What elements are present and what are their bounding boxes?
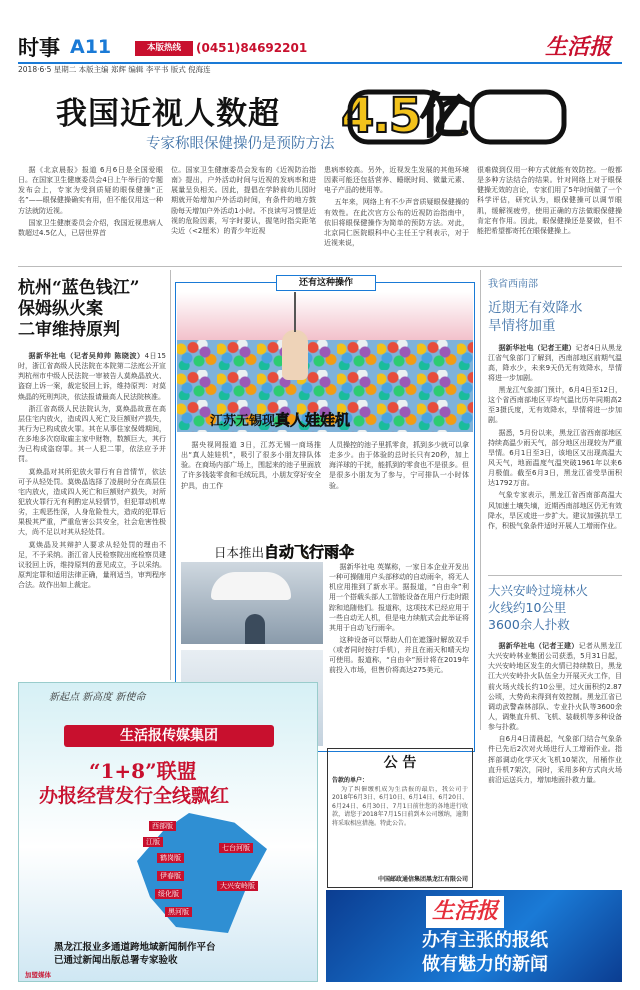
lead-paragraph: 位。国家卫生健康委员会发布的《近视防治指南》提出，户外活动时间与近视的发病率和进展量呈负相关。因此，提倡在学龄前幼儿园时期就开始增加户外活动时间，有条件的地方鼓励每天增加户外活动1小时。不良读写习惯是近视的危险因素，写字时要认，握笔时指尖距笔尖近（<2厘米）的青少年近视	[171, 166, 316, 235]
lead-paragraph: 国家卫生健康委员会介绍，我国近视患病人数超过4.5亿人，已居世界首	[18, 218, 163, 237]
brand-logo: 生活报	[545, 34, 612, 60]
fire-title	[488, 582, 622, 633]
lead-headline	[56, 86, 616, 146]
city-label: 西部版	[149, 821, 176, 831]
feature-banner: 还有这种操作	[276, 275, 376, 291]
child-figure	[282, 330, 308, 380]
hotline-number: (0451)84692201	[196, 41, 308, 55]
story-paragraph	[18, 351, 166, 402]
city-label: 七台河版	[219, 843, 253, 853]
story-paragraph: 黑龙江气象部门预计，6月4日至12日，这个省西南部地区平均气温比历年同期高2至3摄氏度，无有效降水，旱情将进一步加剧。	[488, 386, 622, 425]
ad-headline: 办报经营发行全线飘红	[39, 785, 230, 807]
ad-city-labels	[146, 821, 289, 941]
lead-column-4	[477, 165, 622, 260]
ad-line-2: 做有魅力的新闻	[422, 954, 548, 975]
ad-slogan: 新起点 新高度 新使命	[49, 692, 146, 703]
lead-paragraph: 患病率较高。另外，近视发生发展的其他环境因素可能还包括营养、睡眠时间、微量元素、电子产品的使用等。	[324, 166, 469, 195]
divider	[480, 270, 481, 730]
section-name: 时事	[18, 35, 60, 60]
byline: 据新华社电（记者王建）	[498, 642, 579, 650]
title-line: 二审维持原判	[18, 320, 120, 340]
notice-box	[327, 748, 473, 888]
notice-org: 中国邮政通信集团黑龙江有限公司	[377, 875, 468, 883]
notice-label: 告款的单户：	[332, 777, 369, 785]
story-paragraph: 这种设备可以帮助人们在遮篷时解放双手（或者同时按打手机），并且在雨天和晴天均可使用。报道称，“自由伞”预计将在2019年前投入市场，但售价将高达275美元。	[329, 635, 469, 675]
story1-col1: 据央视网报道 3日，江苏无锡一商场推出“真人娃娃机”，吸引了很多小朋友排队体验。在商场内部广场上，围起来的池子里面放了许多钱装零食和毛绒玩具，小朋友穿好安全护具，由工作	[181, 441, 321, 490]
title-part: 日本推出	[214, 545, 265, 560]
story-paragraph	[488, 641, 622, 732]
notice-body: 为了纠催缴机成为生活报的最后，我公司于2018年6月3日、6月10日、6月14日、6月20日、6月24日、6月30日、7月1日前往您的各地进行收款，请您于2018年7月15日前到本公司缴纳，逾期将采取相应措施。特此公告。	[332, 785, 468, 827]
umbrella-photo	[181, 562, 323, 644]
fire-body	[488, 641, 622, 866]
notice-title: 公 告	[383, 755, 417, 771]
byline: 据新华社电（记者吴帅帅 陈晓波）	[28, 352, 145, 360]
dateline: 2018·6·5 星期二 本版主编 郑辉 编辑 李平书 版式 倪海连	[18, 65, 211, 74]
ad-brand: 生活报	[426, 896, 504, 928]
lead-column-3	[324, 165, 469, 260]
page-number: A11	[70, 36, 112, 58]
lead-paragraph: 五年来，网络上有不少声音质疑眼保健操的有效性。在此次官方公布的近视防治指南中，依旧将眼保健操作为简单的预防方法。对此，北京同仁医院眼科中心主任王宁利表示，对于近视来说，	[324, 198, 469, 247]
lead-title-number: 4.5亿	[341, 88, 467, 144]
paragraph-text: 4日15时，浙江省高级人民法院在本院第二法庭公开宣判杭州市中级人民法院一审被告人莫焕晶放火、盗窃上诉一案，裁定驳回上诉，维持原判：对莫焕晶的死刑判决，依法报请最高人民法院核准。	[18, 352, 166, 401]
drought-kicker: 我省西南部	[488, 279, 538, 290]
story1-col2: 人员操控的池子里抓零食，抓到多少就可以拿走多少。由于体验的总时长只有20秒，加上海洋球的干扰，能抓到的零食也不是很多。但是很多小朋友为了参与，宁可排队一小时体验。	[329, 441, 469, 490]
drought-story	[488, 278, 622, 568]
ad-bottom-line-1: 黑龙江报业多通道跨地域新闻制作平台	[54, 942, 216, 953]
umbrella-canopy	[211, 572, 291, 600]
rope	[294, 292, 296, 332]
lead-paragraph: 很难做到仅用一种方式就能有效防控。一般都是多种方法结合的结果。针对网络上对于眼保健操无效的言论，专家们用了5年时间做了一个科学评估，研究认为，眼保健操可以调节眼肌，缓解视疲劳，使用正确的方法做眼保健操肯定有作用。因此，眼保健操还是要做，但不能把希望都寄托在眼保健操上。	[477, 166, 622, 235]
city-label: 大兴安岭版	[217, 881, 258, 891]
ad-footer: 加盟媒体	[25, 971, 51, 979]
title-line: 保姆纵火案	[18, 299, 103, 319]
hotline-label: 本版热线	[135, 41, 193, 56]
story-paragraph	[488, 343, 622, 384]
story2-title	[214, 542, 354, 564]
lead-title: 我国近视人数超	[56, 96, 280, 132]
title-line: 杭州“蓝色钱江”	[18, 278, 140, 298]
masthead	[0, 0, 640, 78]
paragraph-text: 记者4日从黑龙江省气象部门了解到，西南部地区前期气温高，降水少，未来9天仍无有效降水，旱情将进一步加剧。	[488, 343, 622, 382]
story-paragraph: 据悉，5月份以来，黑龙江省西南部地区持续高温少雨天气，部分地区出现较为严重旱情。6月1日至3日，该地区又出现高温大风天气，地面温度气温突破1961年以来6月极值。截至6月3日，黑龙江省受旱面积达1792万亩。	[488, 428, 622, 488]
lead-paragraph: 据《北京晨报》报道 6月6日是全国爱眼日。在国家卫生健康委员会4日上午举行的专题发布会上，专家为受到质疑的眼保健操“正名”——眼保健操确实有用，但不能仅用这一种方法就防近视。	[18, 166, 163, 215]
divider	[18, 266, 622, 267]
masthead-rule	[18, 62, 622, 64]
brand-ad	[326, 890, 622, 982]
city-label: 黑河版	[165, 907, 192, 917]
title-highlight: 自动飞行雨伞	[264, 543, 355, 561]
paragraph-text: 记者从黑龙江大兴安岭林业集团公司获悉，5月31日起，大兴安岭地区发生的火情已持续数日，黑龙江大兴安岭扑火队伍全力开展灭火工作，目前火场火线长约10公里，过火面积约2.87公顷，大势尚未得到有效控制。黑龙江省已调动武警森林部队、专业扑火队等3600余人，调集直升机、飞机、装载机等多种设备参与扑救。	[488, 642, 622, 732]
divider	[488, 575, 622, 576]
glasses-icon	[346, 88, 576, 146]
ad-line-1: 办有主张的报纸	[422, 930, 548, 951]
city-label: 绥化版	[155, 889, 182, 899]
title-line: 近期无有效降水	[488, 299, 583, 316]
story2-body	[329, 562, 469, 722]
story-paragraph: 浙江省高级人民法院认为，莫焕晶故意在高层住宅内放火，造成四人死亡及巨额财产损失，其行为已构成放火罪。其在从事住家保姆期间，在多地多次窃取雇主家中财物，数额巨大，其行为已构成盗窃罪。其一人犯二罪，依法应予并罚。	[18, 404, 166, 464]
story-paragraph: 气象专家表示，黑龙江省西南部高温大风加速土壤失墒，近期西南部地区仍无有效降水，旱区或进一步扩大。建议加强抗旱工作，积极气象条件适时开展人工增雨作业。	[488, 491, 622, 530]
story-paragraph: 据新华社电 英媒称，一家日本企业开发出一种可操随用户头部移动的自动雨伞，将无人机应用推到了新水平。据报道，“自由伞”利用一个搭载头部人工智能设备在用户行走时跟踪和追随他们。报道称，这项技术已经应用于一些自动无人机，但是电力续航式会此举证将其用于自动飞行雨伞。	[329, 563, 469, 632]
title-line: 火线约10公里	[488, 600, 567, 615]
lead-subtitle: 专家称眼保健操仍是预防方法	[146, 136, 335, 152]
title-part: 江苏无锡现	[210, 414, 276, 429]
group-ad	[18, 682, 318, 982]
city-label: 鹤岗版	[157, 853, 184, 863]
person-figure	[245, 614, 265, 644]
lead-column-2	[171, 165, 316, 260]
title-line: 3600余人扑救	[488, 617, 570, 632]
drought-body	[488, 343, 622, 568]
photo-wall	[177, 292, 473, 340]
byline: 据新华社电（记者王建）	[498, 343, 576, 352]
title-line: 旱情将加重	[488, 317, 556, 334]
hangzhou-body	[18, 351, 166, 726]
story-paragraph: 莫焕晶及其辩护人要求从轻处罚的理由不足，不予采纳。浙江省人民检察院出庭检察员建议驳回上诉，维持原判的意见成立，予以采纳。原判定罪和适用法律正确，量刑适当，审判程序合法。故作出如上裁定。	[18, 540, 166, 590]
drought-title	[488, 299, 622, 335]
story-paragraph: 莫焕晶对其所犯放火罪行有自首情节，依法可予从轻处罚。莫焕晶选择了凌晨时分在高层住宅内放火，造成四人死亡和巨额财产损失，对所犯放火罪行无有利酌定从轻情节，但犯罪动机卑劣，主观恶性深，人身危险性大，造成的犯罪后果极其严重，严重危害公共安全，社会危害性极大，尚不足以对其从轻处罚。	[18, 467, 166, 537]
ad-alliance: “1+8”联盟	[89, 759, 197, 783]
lead-column-1	[18, 165, 163, 260]
divider	[170, 270, 171, 680]
title-line: 大兴安岭过境林火	[488, 583, 589, 598]
title-highlight: 真人娃娃机	[275, 411, 351, 429]
hangzhou-story	[18, 278, 166, 728]
story-paragraph: 自6月4日清晨起，气象部门结合气象条件已先后2次对火场进行人工增雨作业。指挥部调动化学灭火飞机10架次，吊桶作业直升机7架次，同时，采用多种方式向火场前沿运送兵力，增加地面扑救力量。	[488, 735, 622, 784]
hangzhou-title	[18, 278, 166, 341]
ad-bottom-line-2: 已通过新闻出版总署专家验收	[54, 955, 178, 966]
city-label: 伊春版	[157, 871, 184, 881]
ad-group-name: 生活报传媒集团	[64, 725, 274, 747]
city-label: 江版	[143, 837, 163, 847]
story1-title	[210, 410, 350, 432]
fire-story	[488, 582, 622, 872]
